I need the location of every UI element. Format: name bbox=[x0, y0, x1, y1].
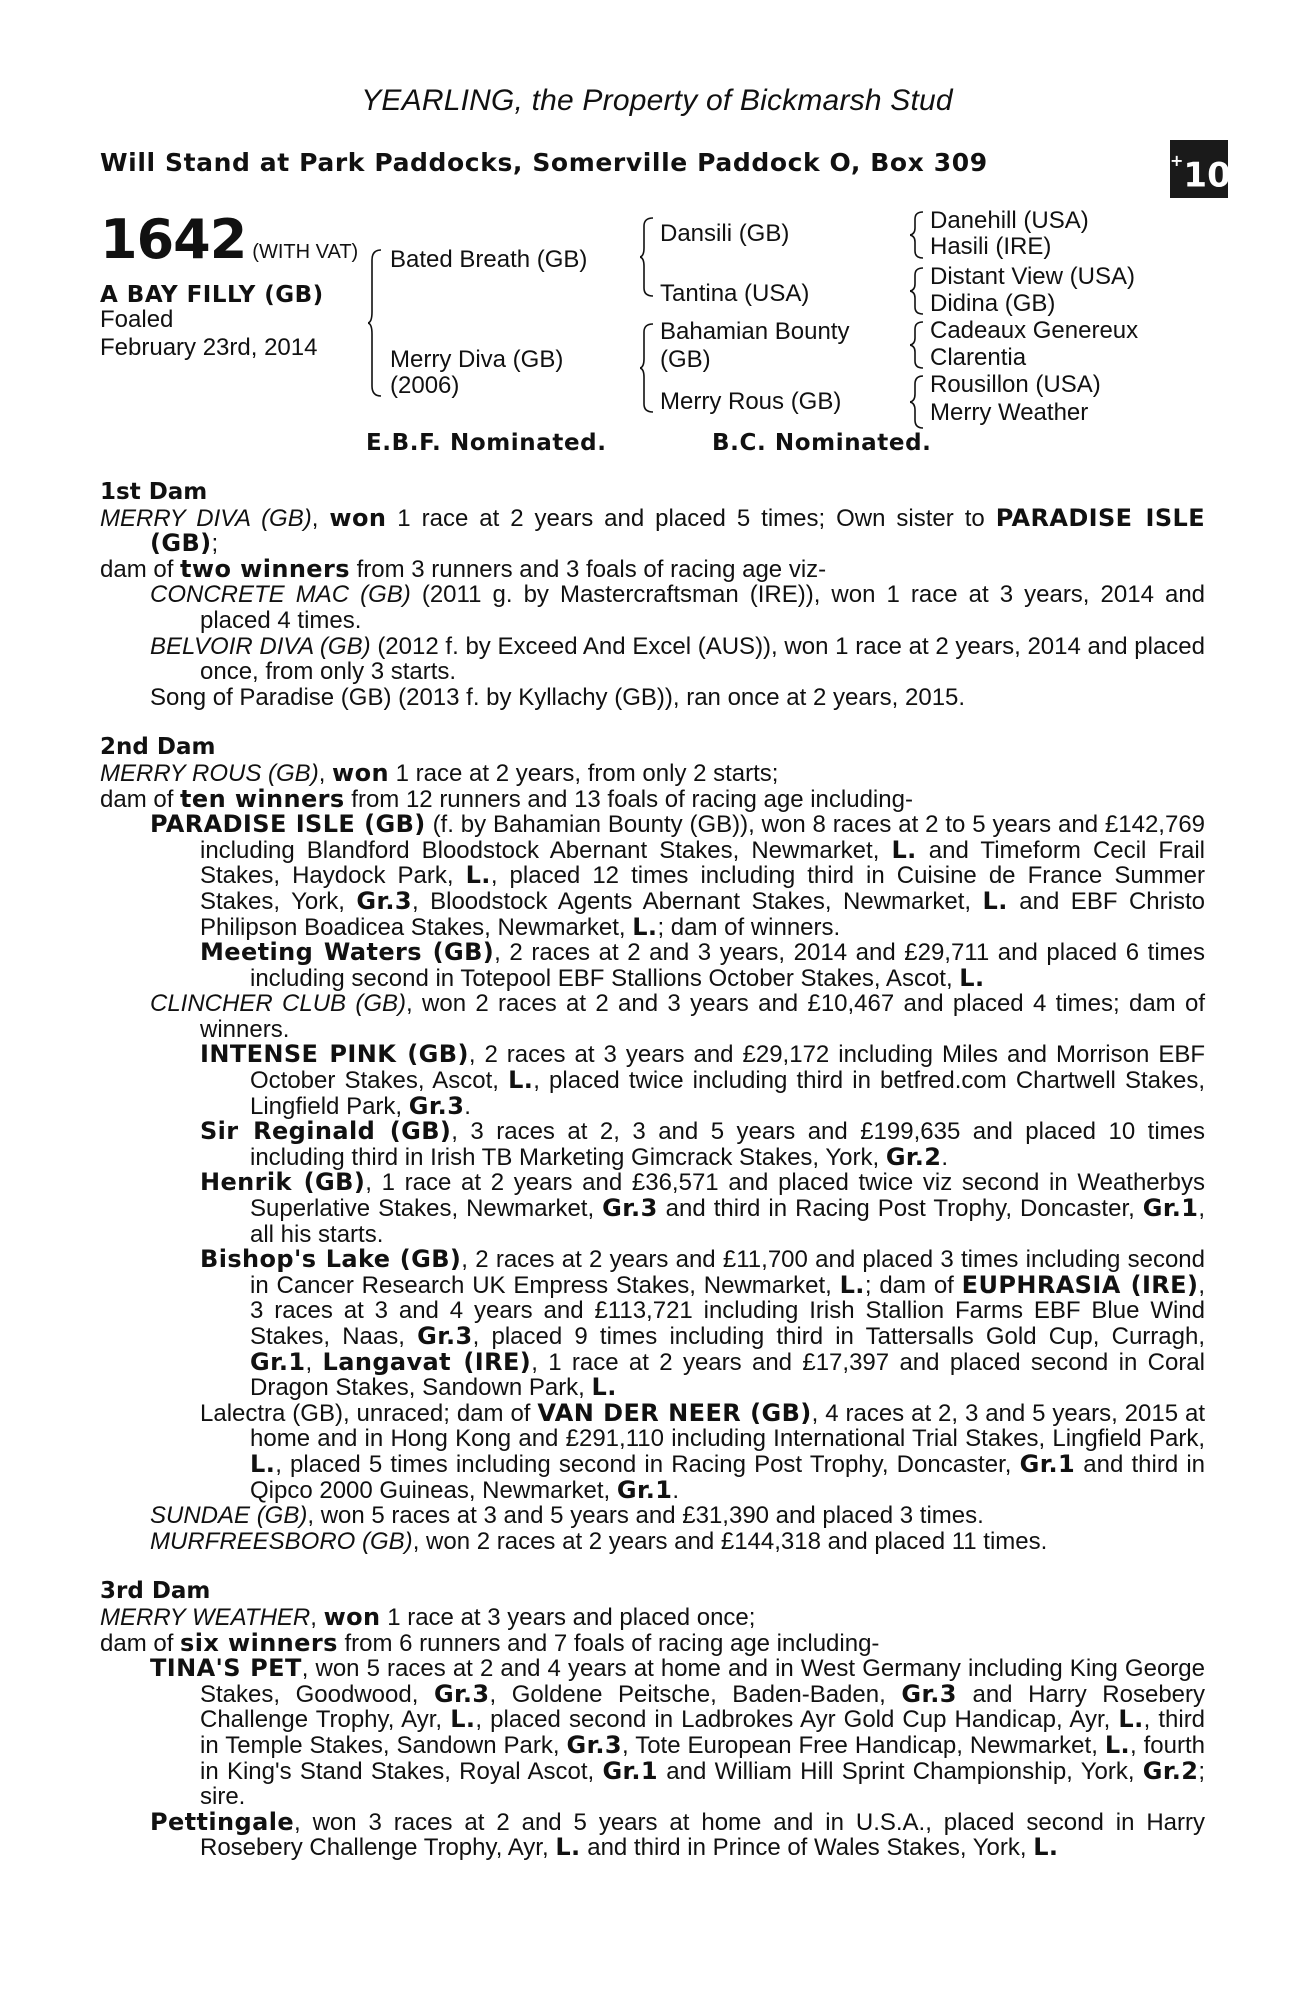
produce-entry bbox=[100, 1170, 1205, 1247]
dam-of-label: dam of bbox=[100, 1629, 174, 1657]
group-badge: Gr.1 bbox=[616, 1475, 673, 1504]
listed-badge: L. bbox=[250, 1449, 276, 1478]
produce-text: and Timeform Cecil Frail Stakes, Haydock Park, bbox=[200, 836, 1206, 890]
produce-text: , 2 races at 3 years and £29,172 including Miles and Morrison EBF October Stakes, Ascot, bbox=[250, 1041, 1205, 1095]
sire-dam-brace bbox=[368, 248, 382, 398]
pedigree-dam-year: (2006) bbox=[390, 372, 460, 399]
group-badge: Gr.3 bbox=[433, 1679, 490, 1708]
produce-entry: Sir Reginald (GB), 3 races at 2, 3 and 5 years and £199,635 and placed 10 times including third in Irish TB Marketing Gimcrack Stakes, York, Gr.2. bbox=[200, 1117, 1206, 1171]
produce-entry: Bishop's Lake (GB), 2 races at 2 years and £11,700 and placed 3 times including second in Cancer Research UK Empress Stakes, Newmarket, L.; dam of EUPHRASIA (IRE), 3 races at 3 and 4 years and £113,721 including Irish Stallion Farms EBF Blue Wind Stakes, Naas, Gr.3, placed 9 times including third in Tattersalls Gold Cup, Curragh, Gr.1, Langavat (IRE), 1 race at 2 years and £17,397 and placed second in Coral Dragon Stakes, Sandown Park, L. bbox=[200, 1245, 1205, 1402]
pedigree-sire-dam: Tantina (USA) bbox=[660, 280, 810, 307]
foaled-label: Foaled bbox=[100, 306, 174, 333]
pedigree-sire-sire: Dansili (GB) bbox=[660, 220, 790, 247]
produce-text: ; dam of bbox=[864, 1271, 954, 1299]
produce-name: INTENSE PINK (GB) bbox=[200, 1040, 469, 1069]
produce-name: TINA'S PET bbox=[150, 1654, 302, 1683]
produce-name: Henrik (GB) bbox=[200, 1168, 366, 1197]
produce-entry bbox=[100, 812, 1205, 940]
produce-text: , 3 races at 3 and 4 years and £113,721 including Irish Stallion Farms EBF Blue Wind Stakes, Naas, bbox=[250, 1271, 1205, 1350]
produce-entry: Lalectra (GB), unraced; dam of VAN DER NEER (GB), 4 races at 2, 3 and 5 years, 2015 at home and in Hong Kong and £291,110 including International Trial Stakes, Lingfield Park, L., placed 5 times including second in Racing Post Trophy, Doncaster, Gr.1 and third in Qipco 2000 Guineas, Newmarket, Gr.1. bbox=[200, 1398, 1206, 1504]
produce-text: , won 2 races at 2 years and £144,318 and placed 11 times. bbox=[412, 1527, 1048, 1555]
produce-text: and William Hill Sprint Championship, York, bbox=[666, 1757, 1135, 1785]
group-badge: Gr.3 bbox=[901, 1679, 957, 1708]
group-badge: Gr.3 bbox=[566, 1730, 623, 1759]
lot-heading bbox=[100, 208, 358, 271]
second-dam-entry: MERRY ROUS (GB), won 1 race at 2 years, from only 2 starts; bbox=[100, 758, 779, 787]
pedigree-dam: Merry Diva (GB) bbox=[390, 346, 564, 373]
pedigree-g7: Rousillon (USA) bbox=[930, 371, 1101, 398]
group-badge: Gr.3 bbox=[408, 1091, 465, 1120]
produce-text: , placed 9 times including third in Tattersalls Gold Cup, Curragh, bbox=[472, 1323, 1205, 1350]
group-badge: Gr.3 bbox=[602, 1194, 658, 1223]
produce-text: and third in Racing Post Trophy, Doncaster, bbox=[665, 1195, 1135, 1223]
group-badge: Gr.3 bbox=[356, 886, 412, 915]
listed-badge: L. bbox=[465, 861, 491, 890]
dam-text: 1 race at 2 years and placed 5 times; Own sister to bbox=[397, 504, 985, 532]
dam-name: MERRY WEATHER bbox=[100, 1603, 311, 1631]
listed-badge: L. bbox=[1033, 1833, 1059, 1862]
pedigree-sire: Bated Breath (GB) bbox=[390, 246, 588, 273]
produce-entry bbox=[100, 582, 1205, 633]
produce-entry bbox=[100, 1807, 1205, 1862]
produce-name: EUPHRASIA (IRE) bbox=[961, 1270, 1199, 1299]
produce-text: and third in Qipco 2000 Guineas, Newmarket, bbox=[250, 1450, 1206, 1504]
produce-entry bbox=[100, 940, 1205, 991]
listed-badge: L. bbox=[450, 1705, 476, 1734]
group-badge: Gr.2 bbox=[1142, 1756, 1199, 1785]
produce-text: , 2 races at 2 and 3 years, 2014 and £29,711 and placed 6 times including second in Totepool EBF Stallions October Stakes, Ascot, bbox=[250, 939, 1206, 992]
dam-of-text: from 12 runners and 13 foals of racing age including- bbox=[351, 785, 913, 813]
produce-entry bbox=[100, 634, 1205, 685]
produce-text: (f. by Bahamian Bounty (GB)), won 8 races at 2 to 5 years and £142,769 including Blandford Bloodstock Abernant Stakes, Newmarket, bbox=[200, 811, 1206, 864]
catalogue-body bbox=[100, 480, 1205, 1861]
produce-name: MURFREESBORO (GB) bbox=[150, 1527, 413, 1555]
dam-of-text: from 3 runners and 3 foals of racing age viz- bbox=[356, 555, 827, 583]
listed-badge: L. bbox=[982, 886, 1008, 915]
third-dam-heading: 3rd Dam bbox=[100, 1578, 211, 1605]
winners-count: six winners bbox=[180, 1628, 338, 1657]
first-dam-heading: 1st Dam bbox=[100, 479, 208, 505]
listed-badge: L. bbox=[591, 1373, 617, 1402]
produce-text: , won 5 races at 3 and 5 years and £31,390 and placed 3 times. bbox=[307, 1502, 984, 1530]
pedigree-g1: Danehill (USA) bbox=[930, 207, 1089, 234]
produce-name: CLINCHER CLUB (GB) bbox=[150, 990, 407, 1018]
pedigree-g5: Cadeaux Genereux bbox=[930, 317, 1139, 344]
badge-plus: + bbox=[1170, 151, 1184, 170]
produce-text: , Tote European Free Handicap, Newmarket, bbox=[622, 1731, 1098, 1759]
lot-description: A BAY FILLY (GB) bbox=[100, 282, 324, 308]
winners-count: ten winners bbox=[180, 784, 345, 813]
winners-count: two winners bbox=[180, 554, 350, 583]
badge-number: 10 bbox=[1183, 155, 1231, 196]
produce-text: , won 3 races at 2 and 5 years at home and in U.S.A., placed second in Harry Rosebery Challenge Trophy, Ayr, bbox=[200, 1808, 1205, 1862]
produce-name: Pettingale bbox=[150, 1807, 295, 1836]
produce-text: , placed 12 times including third in Cuisine de France Summer Stakes, York, bbox=[200, 862, 1206, 915]
produce-text: , 1 race at 2 years and £17,397 and placed second in Coral Dragon Stakes, Sandown Park, bbox=[250, 1348, 1205, 1402]
produce-name: BELVOIR DIVA (GB) bbox=[150, 632, 371, 660]
g-brace-2 bbox=[910, 266, 924, 316]
third-dam-entry: MERRY WEATHER, won 1 race at 3 years and placed once; bbox=[100, 1602, 756, 1631]
pedigree-dam-sire: Bahamian Bounty bbox=[660, 318, 850, 345]
second-dam-produce-summary bbox=[100, 784, 1205, 813]
group-badge: Gr.2 bbox=[885, 1142, 942, 1171]
produce-name: CONCRETE MAC (GB) bbox=[150, 581, 411, 609]
pedigree-g4: Didina (GB) bbox=[930, 290, 1056, 317]
listed-badge: L. bbox=[555, 1833, 581, 1862]
listed-badge: L. bbox=[959, 963, 985, 992]
g-brace-4 bbox=[910, 374, 924, 430]
listed-badge: L. bbox=[632, 912, 658, 941]
produce-name: SUNDAE (GB) bbox=[150, 1502, 308, 1530]
listed-badge: L. bbox=[1104, 1730, 1131, 1759]
dam-name: MERRY ROUS (GB) bbox=[100, 759, 319, 787]
produce-text: , 2 races at 2 years and £11,700 and placed 3 times including second in Cancer Research UK Empress Stakes, Newmarket, bbox=[250, 1246, 1205, 1299]
first-dam-entry: MERRY DIVA (GB), won 1 race at 2 years and placed 5 times; Own sister to PARADISE ISLE (GB); bbox=[100, 503, 1206, 558]
pedigree-dam-dam: Merry Rous (GB) bbox=[660, 388, 842, 415]
produce-entry bbox=[100, 1656, 1205, 1810]
produce-text: and third in Prince of Wales Stakes, York, bbox=[587, 1834, 1027, 1862]
produce-name: Langavat (IRE) bbox=[322, 1347, 532, 1376]
produce-entry bbox=[100, 991, 1205, 1042]
produce-text: ; dam of winners. bbox=[657, 913, 841, 941]
produce-text: , Bloodstock Agents Abernant Stakes, Newmarket, bbox=[411, 887, 972, 915]
dam-of-text: from 6 runners and 7 foals of racing age including- bbox=[344, 1629, 880, 1657]
produce-entry bbox=[100, 1503, 1205, 1529]
produce-name: Sir Reginald (GB) bbox=[200, 1117, 452, 1146]
bc-nominated: B.C. Nominated. bbox=[712, 430, 932, 456]
dam-of-label: dam of bbox=[100, 785, 174, 813]
pedigree-g2: Hasili (IRE) bbox=[930, 233, 1052, 260]
produce-text: , won 5 races at 2 and 4 years at home and in West Germany including King George Stakes, Goodwood, bbox=[200, 1655, 1205, 1708]
won-label: won bbox=[329, 503, 387, 532]
lot-badge bbox=[1170, 140, 1231, 198]
produce-name: Meeting Waters (GB) bbox=[200, 938, 495, 967]
sire-line-brace bbox=[640, 216, 654, 298]
foaled-date: February 23rd, 2014 bbox=[100, 334, 318, 361]
g-brace-1 bbox=[910, 210, 924, 260]
produce-text: , placed twice including third in betfred.com Chartwell Stakes, Lingfield Park, bbox=[250, 1067, 1205, 1120]
produce-text: Song of Paradise (GB) (2013 f. by Kyllachy (GB)), ran once at 2 years, 2015. bbox=[150, 683, 966, 711]
sister-name: PARADISE ISLE (GB) bbox=[150, 503, 1206, 558]
dam-line-brace bbox=[640, 322, 654, 414]
ebf-nominated: E.B.F. Nominated. bbox=[366, 430, 607, 456]
listed-badge: L. bbox=[508, 1066, 534, 1095]
produce-name: PARADISE ISLE (GB) bbox=[150, 810, 426, 839]
produce-entry bbox=[100, 685, 1205, 711]
group-badge: Gr.3 bbox=[417, 1322, 473, 1350]
stand-location: Will Stand at Park Paddocks, Somerville Paddock O, Box 309 bbox=[100, 148, 988, 177]
lot-vat: (WITH VAT) bbox=[252, 241, 359, 263]
produce-name: VAN DER NEER (GB) bbox=[537, 1398, 812, 1427]
produce-entry bbox=[100, 1529, 1205, 1555]
dam-name: MERRY DIVA (GB) bbox=[100, 504, 312, 532]
produce-text: ; sire. bbox=[200, 1757, 1205, 1811]
produce-text: , 1 race at 2 years and £36,571 and placed twice viz second in Weatherbys Superlative Stakes, Newmarket, bbox=[250, 1169, 1205, 1223]
produce-name: Bishop's Lake (GB) bbox=[200, 1245, 462, 1274]
group-badge: Gr.1 bbox=[1019, 1449, 1076, 1478]
produce-text: , won 2 races at 2 and 3 years and £10,467 and placed 4 times; dam of winners. bbox=[200, 990, 1205, 1043]
produce-text: (2012 f. by Exceed And Excel (AUS)), won 1 race at 2 years, 2014 and placed once, from only 3 starts. bbox=[200, 632, 1206, 686]
produce-text: (2011 g. by Mastercraftsman (IRE)), won 1 race at 3 years, 2014 and placed 4 times. bbox=[200, 581, 1206, 634]
produce-text: and Harry Rosebery Challenge Trophy, Ayr, bbox=[200, 1680, 1206, 1734]
page-title: YEARLING, the Property of Bickmarsh Stud bbox=[361, 84, 953, 117]
dam-of-label: dam of bbox=[100, 555, 174, 583]
produce-text: , placed second in Ladbrokes Ayr Gold Cup Handicap, Ayr, bbox=[475, 1706, 1111, 1734]
produce-text: , third in Temple Stakes, Sandown Park, bbox=[200, 1706, 1206, 1759]
group-badge: Gr.1 bbox=[602, 1756, 658, 1785]
pedigree-g3: Distant View (USA) bbox=[930, 263, 1135, 290]
pedigree-g6: Clarentia bbox=[930, 344, 1027, 371]
produce-text: and EBF Christo Philipson Boadicea Stakes, Newmarket, bbox=[200, 887, 1205, 941]
third-dam-produce-summary bbox=[100, 1628, 1205, 1657]
listed-badge: L. bbox=[1118, 1705, 1144, 1734]
group-badge: Gr.1 bbox=[250, 1347, 306, 1376]
dam-text: 1 race at 2 years, from only 2 starts; bbox=[395, 759, 779, 787]
won-label: won bbox=[323, 1602, 381, 1631]
produce-entry: INTENSE PINK (GB), 2 races at 3 years and £29,172 including Miles and Morrison EBF October Stakes, Ascot, L., placed twice including third in betfred.com Chartwell Stakes, Lingfield Park, Gr.3. bbox=[200, 1040, 1205, 1120]
produce-text: , 4 races at 2, 3 and 5 years, 2015 at home and in Hong Kong and £291,110 including International Trial Stakes, Lingfield Park, bbox=[250, 1399, 1205, 1453]
lot-number: 1642 bbox=[100, 208, 247, 271]
produce-text: , 3 races at 2, 3 and 5 years and £199,635 and placed 10 times including third in Irish TB Marketing Gimcrack Stakes, York, bbox=[250, 1118, 1206, 1171]
listed-badge: L. bbox=[839, 1270, 865, 1299]
first-dam-produce-summary bbox=[100, 554, 1205, 583]
produce-text: , fourth in King's Stand Stakes, Royal Ascot, bbox=[200, 1731, 1206, 1785]
pedigree-dam-sire-country: (GB) bbox=[660, 346, 711, 373]
listed-badge: L. bbox=[891, 835, 917, 864]
pedigree-g8: Merry Weather bbox=[930, 399, 1089, 426]
produce-text: , Goldene Peitsche, Baden-Baden, bbox=[489, 1680, 886, 1708]
second-dam-heading: 2nd Dam bbox=[100, 734, 216, 761]
produce-text: , all his starts. bbox=[250, 1195, 1205, 1248]
group-badge: Gr.1 bbox=[1142, 1194, 1199, 1223]
g-brace-3 bbox=[910, 320, 924, 370]
dam-text: 1 race at 3 years and placed once; bbox=[387, 1603, 756, 1631]
produce-text: Lalectra (GB), unraced; dam of bbox=[200, 1399, 531, 1427]
produce-text: , placed 5 times including second in Racing Post Trophy, Doncaster, bbox=[275, 1450, 1012, 1478]
won-label: won bbox=[332, 758, 389, 787]
